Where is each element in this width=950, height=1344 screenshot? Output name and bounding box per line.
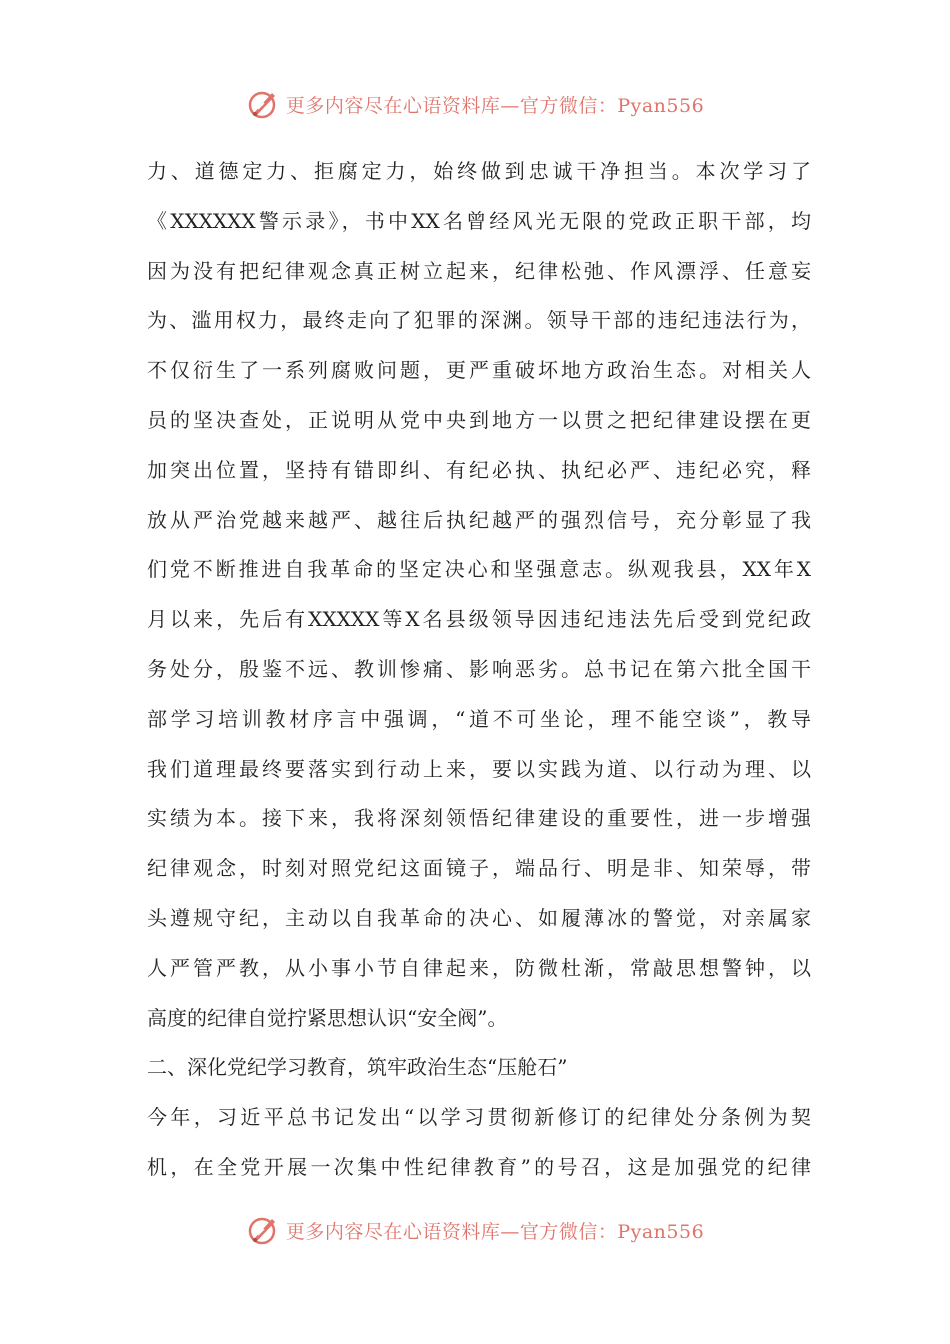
text-line: 部学习培训教材序言中强调，“道不可坐论，理不能空谈”，教导 xyxy=(147,706,811,731)
footer-banner-text: 更多内容尽在心语资料库—官方微信：Pyan556 xyxy=(285,1220,705,1243)
text-line: 机，在全党开展一次集中性纪律教育”的号召，这是加强党的纪律 xyxy=(147,1154,811,1179)
text-line: 人严管严教，从小事小节自律起来，防微杜渐，常敲思想警钟，以 xyxy=(147,955,811,980)
footer-watermark-banner xyxy=(0,1210,950,1250)
document-body xyxy=(147,147,811,1193)
text-line: 不仅衍生了一系列腐败问题，更严重破坏地方政治生态。对相关人 xyxy=(147,358,811,383)
text-line: 我们道理最终要落实到行动上来，要以实践为道、以行动为理、以 xyxy=(147,756,811,781)
text-line: 们党不断推进自我革命的坚定决心和坚强意志。纵观我县，XX年X xyxy=(147,557,811,582)
text-line: 务处分，殷鉴不远、教训惨痛、影响恶劣。总书记在第六批全国干 xyxy=(147,656,811,681)
header-watermark-banner xyxy=(0,84,950,124)
text-line: 为、滥用权力，最终走向了犯罪的深渊。领导干部的违纪违法行为， xyxy=(147,308,811,333)
pen-logo-icon xyxy=(246,1213,280,1247)
text-line: 加突出位置，坚持有错即纠、有纪必执、执纪必严、违纪必究，释 xyxy=(147,457,811,482)
text-line: 员的坚决查处，正说明从党中央到地方一以贯之把纪律建设摆在更 xyxy=(147,407,811,432)
text-line: 今年，习近平总书记发出“以学习贯彻新修订的纪律处分条例为契 xyxy=(147,1105,811,1130)
paragraph-end-line: 高度的纪律自觉拧紧思想认识“安全阀”。 xyxy=(147,1005,508,1030)
text-line: 《XXXXXX警示录》，书中XX名曾经风光无限的党政正职干部，均 xyxy=(147,208,811,233)
text-line: 放从严治党越来越严、越往后执纪越严的强烈信号，充分彰显了我 xyxy=(147,507,811,532)
text-line: 头遵规守纪，主动以自我革命的决心、如履薄冰的警觉，对亲属家 xyxy=(147,905,811,930)
text-line: 力、道德定力、拒腐定力，始终做到忠诚干净担当。本次学习了 xyxy=(147,159,811,183)
text-line: 因为没有把纪律观念真正树立起来，纪律松弛、作风漂浮、任意妄 xyxy=(147,258,811,283)
header-banner-text: 更多内容尽在心语资料库—官方微信：Pyan556 xyxy=(285,94,705,117)
text-line: 实绩为本。接下来，我将深刻领悟纪律建设的重要性，进一步增强 xyxy=(147,806,811,831)
text-line: 月以来，先后有XXXXX等X名县级领导因违纪违法先后受到党纪政 xyxy=(147,607,811,632)
section-heading: 二、深化党纪学习教育，筑牢政治生态“压舱石” xyxy=(147,1055,568,1080)
text-line: 纪律观念，时刻对照党纪这面镜子，端品行、明是非、知荣辱，带 xyxy=(147,856,811,881)
pen-logo-icon xyxy=(246,87,280,121)
